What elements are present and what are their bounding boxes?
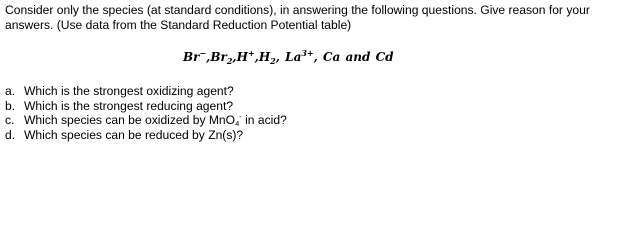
question-b: [5, 99, 625, 114]
intro-paragraph: Consider only the species (at standard conditions), in answering the following questions. Give reason for your answers. (Use data from the Standard Reduction Potential table): [5, 3, 590, 32]
species-cadmium: Cd: [375, 50, 394, 64]
question-text: Which species can be oxidized by MnO$_4$- in acid?: [24, 112, 287, 128]
question-letter: b.: [5, 98, 16, 113]
question-letter: c.: [5, 113, 15, 127]
question-a: [5, 84, 625, 99]
species-list: $Br^-,Br_2,H^+,H_2$, $La^{3+}$, Ca and Cd: [183, 48, 394, 66]
question-c: [5, 113, 625, 128]
species-hydrogen: $H_2$: [258, 50, 276, 66]
question-text: Which is the strongest reducing agent?: [24, 98, 234, 113]
species-and: and: [345, 50, 371, 64]
species-lanthanum-ion: $La^{3+}$: [285, 48, 314, 64]
species-calcium: Ca: [323, 50, 341, 64]
question-d: [5, 128, 625, 143]
question-text: Which species can be reduced by Zn(s)?: [24, 127, 244, 142]
question-list: [5, 84, 625, 142]
species-bromine: $Br_2$: [210, 50, 233, 66]
species-bromide: Br−: [183, 48, 207, 64]
question-letter: d.: [5, 127, 16, 142]
question-letter: a.: [5, 84, 16, 98]
species-hydrogen-ion: H+: [236, 48, 255, 64]
question-text: Which is the strongest oxidizing agent?: [24, 84, 234, 98]
